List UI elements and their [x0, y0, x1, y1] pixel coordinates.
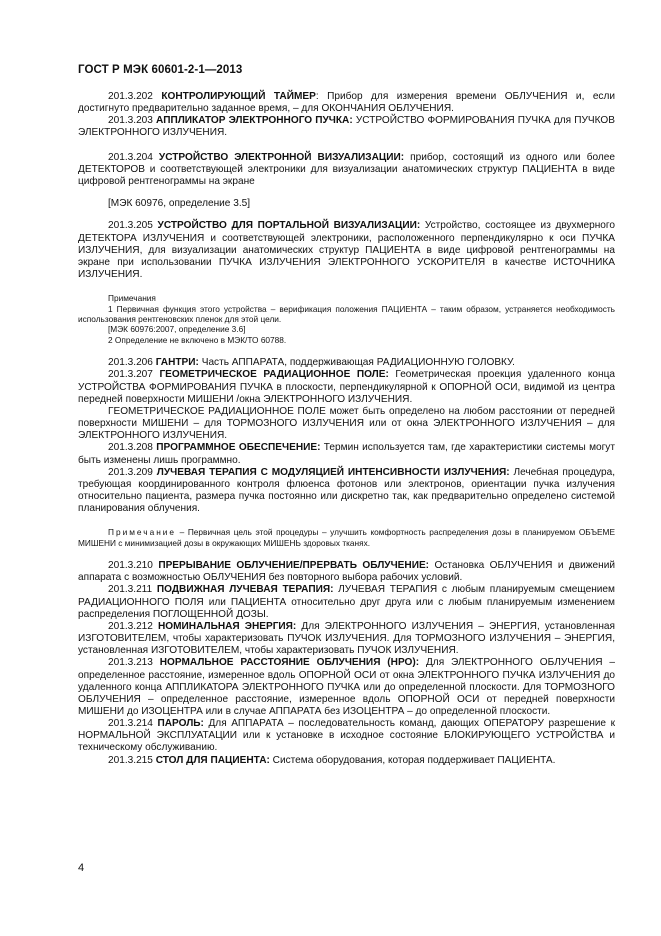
- entry-number: 201.3.205: [108, 220, 153, 232]
- entry-number: 201.3.210: [108, 560, 153, 572]
- entry-number: 201.3.206: [108, 357, 153, 369]
- definition-203: [78, 115, 615, 139]
- definition-202: [78, 91, 615, 115]
- entry-term: КОНТРОЛИРУЮЩИЙ ТАЙМЕР: [161, 91, 316, 102]
- entry-term: СТОЛ ДЛЯ ПАЦИЕНТА:: [155, 754, 270, 766]
- entry-term: ГАНТРИ:: [155, 357, 199, 369]
- entry-definition: Для ЭЛЕКТРОННОГО ОБЛУЧЕНИЯ – определенное расстояние, измеренное вдоль ОПОРНОЙ ОСИ от окна ЭЛЕКТРОННОГО ПУЧКА ИЗЛУЧЕНИЯ до удаленного конца АППЛИКАТОРА ЭЛЕКТРОННОГО ПУЧКА или до определенной плоскости. Для ТОРМОЗНОГО ОБЛУЧЕНИЯ – определенное расстояние, измеренное вдоль ОПОРНОЙ ОСИ от передней поверхности МИШЕНИ до ИЗОЦЕНТРА или в случае АППАРАТА без ИЗОЦЕНТРА – до определенной плоскости.: [78, 657, 615, 717]
- notes-heading: Примечания: [108, 293, 156, 304]
- entry-term: ПАРОЛЬ:: [157, 718, 204, 730]
- note-procedure: [78, 527, 615, 548]
- definition-213: [78, 657, 615, 718]
- entry-term: УСТРОЙСТВО ДЛЯ ПОРТАЛЬНОЙ ВИЗУАЛИЗАЦИИ:: [157, 220, 421, 232]
- entry-number: 201.3.202: [108, 91, 153, 102]
- entry-term: ГЕОМЕТРИЧЕСКОЕ РАДИАЦИОННОЕ ПОЛЕ:: [159, 369, 389, 381]
- entry-number: 201.3.215: [108, 754, 153, 766]
- entry-number: 201.3.204: [108, 151, 153, 163]
- definition-206: [78, 357, 615, 369]
- entry-term: ПОДВИЖНАЯ ЛУЧЕВАЯ ТЕРАПИЯ:: [156, 584, 334, 596]
- definition-210: [78, 560, 615, 584]
- definition-204: [78, 152, 615, 188]
- reference-204: [МЭК 60976, определение 3.5]: [108, 198, 251, 210]
- entry-definition: Остановка ОБЛУЧЕНИЯ и движений аппарата с возможностью ОБЛУЧЕНИЯ без повторного выбора рабочих условий.: [78, 560, 616, 584]
- entry-definition: прибор, состоящий из одного или более ДЕТЕКТОРОВ и соответствующей электроники для визуализации анатомических структур ПАЦИЕНТА в виде цифровой рентгенограммы на экране: [78, 151, 615, 187]
- document-body: [78, 91, 615, 767]
- entry-definition: : Прибор для измерения времени ОБЛУЧЕНИЯ и, если достигнуто предварительно заданное время, – для ОКОНЧАНИЯ ОБЛУЧЕНИЯ.: [78, 91, 616, 115]
- definition-212: [78, 621, 615, 657]
- entry-term: ПРОГРАММНОЕ ОБЕСПЕЧЕНИЕ:: [156, 442, 321, 454]
- definition-207-extra: ГЕОМЕТРИЧЕСКОЕ РАДИАЦИОННОЕ ПОЛЕ может быть определено на любом расстоянии от передней поверхности МИШЕНИ – для ТОРМОЗНОГО ИЗЛУЧЕНИЯ или от окна ЭЛЕКТРОННОГО ИЗЛУЧЕНИЯ – для ЭЛЕКТРОННОГО ИЗЛУЧЕНИЯ.: [78, 405, 615, 442]
- entry-term: АППЛИКАТОР ЭЛЕКТРОННОГО ПУЧКА:: [156, 115, 353, 127]
- entry-number: 201.3.208: [108, 442, 153, 454]
- definition-211: [78, 584, 615, 620]
- entry-term: НОРМАЛЬНОЕ РАССТОЯНИЕ ОБЛУЧЕНИЯ (НРО):: [159, 657, 420, 669]
- notes-block: [78, 293, 615, 345]
- entry-number: 201.3.212: [108, 620, 153, 632]
- note-text: – Первичная цель этой процедуры – улучшить комфортность распределения дозы в планируемом ОБЪЕМЕ МИШЕНИ с минимизацией дозы в окружающих МИШЕНЬ здоровых тканях.: [78, 527, 615, 548]
- entry-definition: Лечебная процедура, требующая координированного контроля флюенса фотонов или электронов, ориентации пучка излучения относительно пациента, размера пучка постоянно или дискретно так, как предварительно определено системой планирования облучения.: [78, 466, 616, 515]
- entry-definition: Для ЭЛЕКТРОННОГО ИЗЛУЧЕНИЯ – ЭНЕРГИЯ, установленная ИЗГОТОВИТЕЛЕМ, чтобы характеризовать ПУЧОК ИЗЛУЧЕНИЯ. Для ТОРМОЗНОГО ИЗЛУЧЕНИЯ – ЭНЕРГИЯ, установленная ИЗГОТОВИТЕЛЕМ, чтобы характеризовать ПУЧОК ИЗЛУЧЕНИЯ.: [78, 620, 616, 657]
- entry-definition: Система оборудования, которая поддерживает ПАЦИЕНТА.: [269, 754, 556, 766]
- entry-definition: Часть АППАРАТА, поддерживающая РАДИАЦИОННУЮ ГОЛОВКУ.: [198, 357, 515, 369]
- entry-number: 201.3.214: [108, 718, 153, 730]
- entry-number: 201.3.209: [108, 466, 153, 478]
- definition-215: [78, 755, 615, 767]
- note-label: Примечание: [108, 527, 177, 538]
- entry-number: 201.3.211: [108, 584, 153, 596]
- entry-definition: Термин используется там, где характеристики системы могут быть изменены лишь программно.: [78, 442, 615, 466]
- note-1: 1 Первичная функция этого устройства – верификация положения ПАЦИЕНТА – таким образом, устраняется необходимость использования рентгеновских пленок для этой цели.: [78, 303, 615, 325]
- note-reference: [МЭК 60976:2007, определение 3.6]: [108, 324, 246, 335]
- definition-209: [78, 467, 615, 516]
- entry-number: 201.3.213: [108, 657, 153, 669]
- entry-definition: ЛУЧЕВАЯ ТЕРАПИЯ с любым планируемым смещением РАДИАЦИОННОГО ПОЛЯ или ПАЦИЕНТА относительно друг друга или с любым планируемым изменением распределения ПОГЛОЩЕННОЙ ДОЗЫ.: [78, 584, 615, 620]
- entry-number: 201.3.207: [108, 369, 153, 381]
- entry-term: ЛУЧЕВАЯ ТЕРАПИЯ С МОДУЛЯЦИЕЙ ИНТЕНСИВНОСТИ ИЗЛУЧЕНИЯ:: [156, 466, 510, 478]
- entry-number: 201.3.203: [108, 115, 153, 127]
- entry-term: ПРЕРЫВАНИЕ ОБЛУЧЕНИЕ/ПРЕРВАТЬ ОБЛУЧЕНИЕ:: [158, 560, 430, 572]
- note-block-2: [78, 527, 615, 548]
- definition-208: [78, 442, 615, 466]
- definition-205: [78, 220, 615, 281]
- entry-definition: Устройство, состоящее из двухмерного ДЕТЕКТОРА ИЗЛУЧЕНИЯ и соответствующей электроники, расположенного перпендикулярно к оси ПУЧКА ИЗЛУЧЕНИЯ, для визуализации анатомических структур ПАЦИЕНТА в виде цифровой рентгенограммы на экране при использовании ПУЧКА ИЗЛУЧЕНИЯ ЭЛЕКТРОННОГО УСКОРИТЕЛЯ в качестве ИСТОЧНИКА ИЗЛУЧЕНИЯ.: [78, 220, 615, 281]
- note-2: 2 Определение не включено в МЭК/ТО 60788.: [108, 334, 287, 345]
- page-number: 4: [78, 862, 85, 874]
- definition-214: [78, 718, 615, 754]
- entry-definition: Для АППАРАТА – последовательность команд, дающих ОПЕРАТОРУ разрешение к НОРМАЛЬНОЙ ЭКСПЛУАТАЦИИ или к установке в исходное состояние БЛОКИРУЮЩЕГО УСТРОЙСТВА и техническому обслуживанию.: [78, 718, 615, 754]
- entry-definition: УСТРОЙСТВО ФОРМИРОВАНИЯ ПУЧКА для ПУЧКОВ ЭЛЕКТРОННОГО ИЗЛУЧЕНИЯ.: [78, 115, 615, 139]
- document-header: ГОСТ Р МЭК 60601-2-1—2013: [78, 64, 243, 76]
- entry-term: НОМИНАЛЬНАЯ ЭНЕРГИЯ:: [158, 620, 297, 632]
- entry-term: УСТРОЙСТВО ЭЛЕКТРОННОЙ ВИЗУАЛИЗАЦИИ:: [158, 151, 405, 163]
- entry-definition: Геометрическая проекция удаленного конца УСТРОЙСТВА ФОРМИРОВАНИЯ ПУЧКА в плоскости, перпендикулярной к ОПОРНОЙ ОСИ, видимой из центра передней поверхности МИШЕНИ /окна ЭЛЕКТРОННОГО ИЗЛУЧЕНИЯ.: [78, 369, 615, 405]
- definition-207: [78, 369, 615, 405]
